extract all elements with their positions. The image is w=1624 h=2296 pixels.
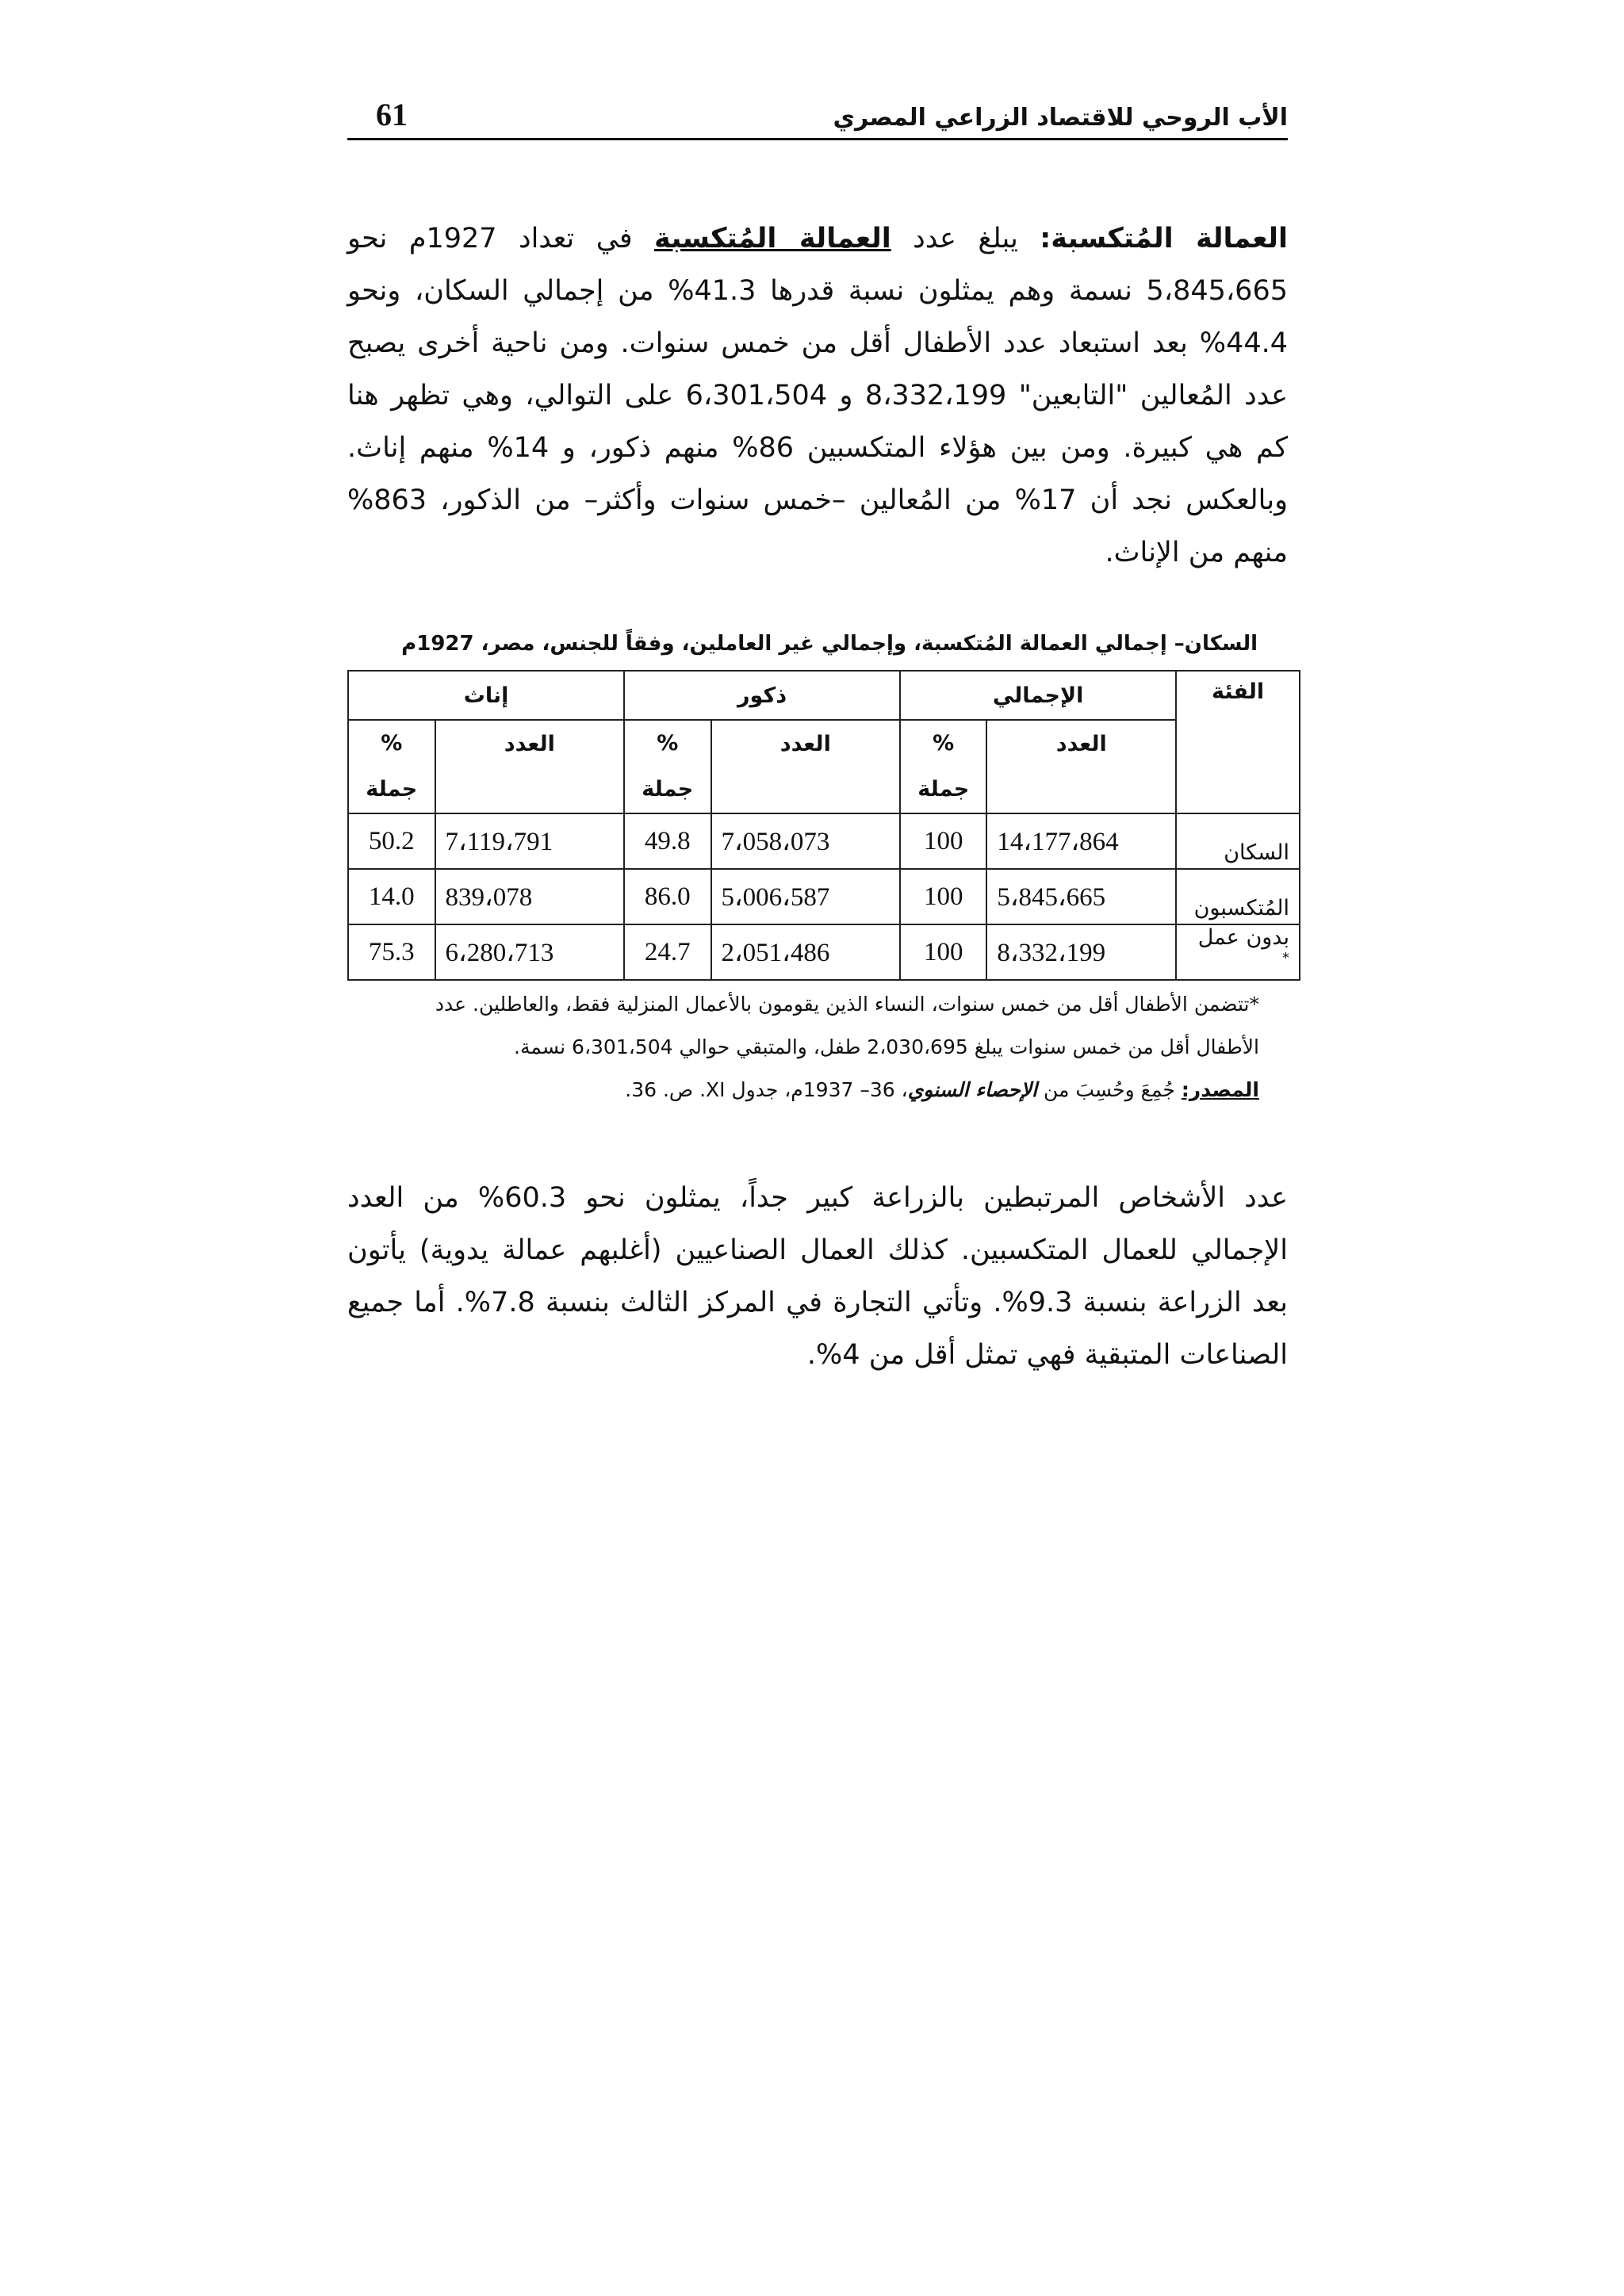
running-header bbox=[347, 89, 1288, 140]
footnote-marker: * bbox=[1282, 950, 1289, 966]
header-group-female: إناث bbox=[348, 671, 624, 720]
header-category: الفئة bbox=[1176, 671, 1300, 813]
subheader-count: العدد bbox=[986, 720, 1176, 813]
row-label bbox=[1176, 869, 1300, 924]
total-count-cell: 5،845،665 bbox=[986, 869, 1176, 924]
percent-symbol: % bbox=[933, 731, 955, 756]
footnote-line-2: الأطفال أقل من خمس سنوات يبلغ 2،030،695 طفل، والمتبقي حوالي 6،301،504 نسمة. bbox=[514, 1035, 1259, 1058]
table-row bbox=[348, 924, 1300, 980]
male-percent-cell: 49.8 bbox=[624, 813, 710, 869]
row-label bbox=[1176, 813, 1300, 869]
source-label: المصدر: bbox=[1181, 1078, 1259, 1101]
total-percent-cell: 100 bbox=[900, 813, 986, 869]
row-label-text: السكان bbox=[1224, 840, 1289, 865]
male-count-cell: 2،051،486 bbox=[711, 924, 901, 980]
female-percent-cell: 75.3 bbox=[348, 924, 435, 980]
female-percent-cell: 50.2 bbox=[348, 813, 435, 869]
male-count-cell: 7،058،073 bbox=[711, 813, 901, 869]
male-percent-cell: 24.7 bbox=[624, 924, 710, 980]
row-label-text: المُتكسبون bbox=[1193, 896, 1289, 920]
female-count-cell: 839،078 bbox=[435, 869, 625, 924]
subheader-count: العدد bbox=[435, 720, 625, 813]
female-count-cell: 7،119،791 bbox=[435, 813, 625, 869]
male-count-cell: 5،006،587 bbox=[711, 869, 901, 924]
table-caption: السكان– إجمالي العمالة المُتكسبة، وإجمالي غير العاملين، وفقاً للجنس، مصر، 1927م bbox=[401, 632, 1258, 656]
section-term: العمالة المُتكسبة: bbox=[1040, 223, 1288, 254]
percent-word: جملة bbox=[642, 777, 694, 802]
row-label bbox=[1176, 924, 1300, 980]
percent-symbol: % bbox=[381, 731, 403, 756]
row-label-text: بدون عمل bbox=[1197, 925, 1289, 950]
subheader-percent bbox=[624, 720, 710, 813]
page-number: 61 bbox=[376, 97, 408, 132]
source-post: ، 36– 1937م، جدول XI. ص. 36. bbox=[625, 1078, 908, 1101]
source-pre: جُمِعَ وحُسِبَ من bbox=[1037, 1078, 1182, 1101]
male-percent-cell: 86.0 bbox=[624, 869, 710, 924]
subheader-count: العدد bbox=[711, 720, 901, 813]
header-group-total: الإجمالي bbox=[900, 671, 1176, 720]
table-row bbox=[348, 813, 1300, 869]
total-count-cell: 8،332،199 bbox=[986, 924, 1176, 980]
percent-word: جملة bbox=[917, 777, 970, 802]
population-table bbox=[347, 670, 1300, 981]
paragraph-text-1: يبلغ عدد bbox=[891, 223, 1040, 254]
total-count-cell: 14،177،864 bbox=[986, 813, 1176, 869]
source-title: الإحصاء السنوي bbox=[907, 1078, 1037, 1101]
female-count-cell: 6،280،713 bbox=[435, 924, 625, 980]
header-group-male: ذكور bbox=[624, 671, 900, 720]
table-notes bbox=[347, 983, 1259, 1112]
percent-symbol: % bbox=[657, 731, 679, 756]
total-percent-cell: 100 bbox=[900, 924, 986, 980]
footnote-line-1: *تتضمن الأطفال أقل من خمس سنوات، النساء الذين يقومون بالأعمال المنزلية فقط، والعاطلين. عدد bbox=[435, 993, 1259, 1016]
total-percent-cell: 100 bbox=[900, 869, 986, 924]
underlined-term: العمالة المُتكسبة bbox=[654, 223, 891, 254]
table-subheader-row bbox=[348, 720, 1300, 813]
source-line bbox=[347, 1069, 1259, 1112]
table-row bbox=[348, 869, 1300, 924]
book-title: الأب الروحي للاقتصاد الزراعي المصري bbox=[833, 104, 1288, 132]
subheader-percent bbox=[900, 720, 986, 813]
subheader-percent bbox=[348, 720, 435, 813]
paragraph-text-2: في تعداد 1927م نحو 5،845،665 نسمة وهم يمثلون نسبة قدرها 41.3% من إجمالي السكان، ونحو 44.4% بعد استبعاد عدد الأطفال أقل من خمس سنوات. ومن ناحية أخرى يصبح عدد المُعالين "التابعين" 8،332،199 و 6،301،504 على التوالي، وهي تظهر هنا كم هي كبيرة. ومن بين هؤلاء المتكسبين 86% منهم ذكور، و 14% منهم إناث. وبالعكس نجد أن 17% من المُعالين –خمس سنوات وأكثر– من الذكور، 863% منهم من الإناث. bbox=[347, 223, 1289, 568]
percent-word: جملة bbox=[366, 777, 418, 802]
female-percent-cell: 14.0 bbox=[348, 869, 435, 924]
paragraph-sector-shares: عدد الأشخاص المرتبطين بالزراعة كبير جداً، يمثلون نحو 60.3% من العدد الإجمالي للعمال المتكسبين. كذلك العمال الصناعيين (أغلبهم عمالة يدوية) يأتون بعد الزراعة بنسبة 9.3%. وتأتي التجارة في المركز الثالث بنسبة 7.8%. أما جميع الصناعات المتبقية فهي تمثل أقل من 4%. bbox=[347, 1182, 1288, 1371]
paragraph-earning-labor bbox=[347, 212, 1288, 579]
table-header-row bbox=[348, 671, 1300, 720]
